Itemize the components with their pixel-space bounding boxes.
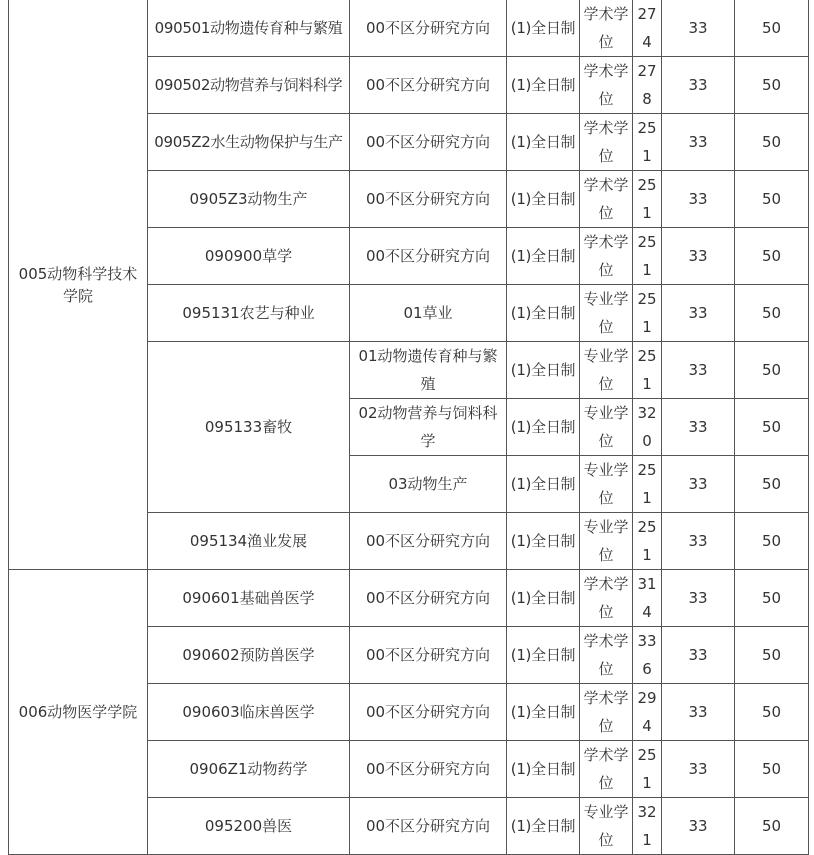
single-subject-score-cell: 33: [662, 570, 735, 627]
table-row: [9, 0, 809, 57]
single-subject-score-cell: 33: [662, 741, 735, 798]
total-score-cell: 278: [633, 57, 662, 114]
other-subject-score-cell: 50: [735, 798, 809, 855]
single-subject-score-cell: 33: [662, 399, 735, 456]
other-subject-score-cell: 50: [735, 0, 809, 57]
single-subject-score-cell: 33: [662, 171, 735, 228]
other-subject-score-cell: 50: [735, 114, 809, 171]
research-direction-cell: 00不区分研究方向: [350, 627, 507, 684]
research-direction-cell: 00不区分研究方向: [350, 570, 507, 627]
single-subject-score-cell: 33: [662, 627, 735, 684]
research-direction-cell: 00不区分研究方向: [350, 798, 507, 855]
total-score-cell: 251: [633, 114, 662, 171]
study-mode-cell: (1)全日制: [507, 0, 580, 57]
research-direction-cell: 00不区分研究方向: [350, 114, 507, 171]
degree-type-cell: 专业学位: [580, 285, 633, 342]
other-subject-score-cell: 50: [735, 57, 809, 114]
degree-type-cell: 学术学位: [580, 57, 633, 114]
major-cell: 090601基础兽医学: [148, 570, 350, 627]
major-cell: 0905Z2水生动物保护与生产: [148, 114, 350, 171]
other-subject-score-cell: 50: [735, 570, 809, 627]
study-mode-cell: (1)全日制: [507, 114, 580, 171]
total-score-cell: 251: [633, 513, 662, 570]
college-name-cell: 005动物科学技术学院: [9, 0, 148, 570]
total-score-cell: 321: [633, 798, 662, 855]
study-mode-cell: (1)全日制: [507, 741, 580, 798]
single-subject-score-cell: 33: [662, 513, 735, 570]
other-subject-score-cell: 50: [735, 399, 809, 456]
other-subject-score-cell: 50: [735, 228, 809, 285]
study-mode-cell: (1)全日制: [507, 684, 580, 741]
other-subject-score-cell: 50: [735, 513, 809, 570]
single-subject-score-cell: 33: [662, 228, 735, 285]
degree-type-cell: 学术学位: [580, 741, 633, 798]
study-mode-cell: (1)全日制: [507, 570, 580, 627]
total-score-cell: 251: [633, 228, 662, 285]
total-score-cell: 251: [633, 285, 662, 342]
other-subject-score-cell: 50: [735, 627, 809, 684]
study-mode-cell: (1)全日制: [507, 285, 580, 342]
other-subject-score-cell: 50: [735, 684, 809, 741]
major-cell: 090602预防兽医学: [148, 627, 350, 684]
study-mode-cell: (1)全日制: [507, 798, 580, 855]
research-direction-cell: 00不区分研究方向: [350, 57, 507, 114]
research-direction-cell: 01动物遗传育种与繁殖: [350, 342, 507, 399]
degree-type-cell: 学术学位: [580, 627, 633, 684]
total-score-cell: 251: [633, 171, 662, 228]
total-score-cell: 336: [633, 627, 662, 684]
research-direction-cell: 00不区分研究方向: [350, 513, 507, 570]
major-cell: 095200兽医: [148, 798, 350, 855]
degree-type-cell: 专业学位: [580, 798, 633, 855]
research-direction-cell: 00不区分研究方向: [350, 171, 507, 228]
major-cell: 090603临床兽医学: [148, 684, 350, 741]
major-cell: 0905Z3动物生产: [148, 171, 350, 228]
research-direction-cell: 02动物营养与饲料科学: [350, 399, 507, 456]
other-subject-score-cell: 50: [735, 456, 809, 513]
single-subject-score-cell: 33: [662, 456, 735, 513]
admission-score-table: [8, 0, 809, 855]
study-mode-cell: (1)全日制: [507, 57, 580, 114]
degree-type-cell: 专业学位: [580, 456, 633, 513]
single-subject-score-cell: 33: [662, 0, 735, 57]
major-cell: 095133畜牧: [148, 342, 350, 513]
other-subject-score-cell: 50: [735, 285, 809, 342]
degree-type-cell: 学术学位: [580, 171, 633, 228]
degree-type-cell: 专业学位: [580, 342, 633, 399]
study-mode-cell: (1)全日制: [507, 456, 580, 513]
major-cell: 095134渔业发展: [148, 513, 350, 570]
total-score-cell: 314: [633, 570, 662, 627]
degree-type-cell: 学术学位: [580, 684, 633, 741]
degree-type-cell: 学术学位: [580, 114, 633, 171]
college-name-cell: 006动物医学学院: [9, 570, 148, 855]
study-mode-cell: (1)全日制: [507, 228, 580, 285]
single-subject-score-cell: 33: [662, 57, 735, 114]
major-cell: 090502动物营养与饲料科学: [148, 57, 350, 114]
total-score-cell: 294: [633, 684, 662, 741]
major-cell: 095131农艺与种业: [148, 285, 350, 342]
major-cell: 090900草学: [148, 228, 350, 285]
study-mode-cell: (1)全日制: [507, 171, 580, 228]
degree-type-cell: 学术学位: [580, 570, 633, 627]
other-subject-score-cell: 50: [735, 342, 809, 399]
single-subject-score-cell: 33: [662, 285, 735, 342]
total-score-cell: 251: [633, 741, 662, 798]
major-cell: 0906Z1动物药学: [148, 741, 350, 798]
research-direction-cell: 00不区分研究方向: [350, 0, 507, 57]
study-mode-cell: (1)全日制: [507, 399, 580, 456]
total-score-cell: 320: [633, 399, 662, 456]
research-direction-cell: 00不区分研究方向: [350, 228, 507, 285]
degree-type-cell: 学术学位: [580, 228, 633, 285]
single-subject-score-cell: 33: [662, 798, 735, 855]
degree-type-cell: 专业学位: [580, 513, 633, 570]
research-direction-cell: 00不区分研究方向: [350, 741, 507, 798]
other-subject-score-cell: 50: [735, 741, 809, 798]
degree-type-cell: 学术学位: [580, 0, 633, 57]
study-mode-cell: (1)全日制: [507, 513, 580, 570]
research-direction-cell: 03动物生产: [350, 456, 507, 513]
single-subject-score-cell: 33: [662, 114, 735, 171]
table-body: [9, 0, 809, 855]
total-score-cell: 251: [633, 456, 662, 513]
study-mode-cell: (1)全日制: [507, 627, 580, 684]
major-cell: 090501动物遗传育种与繁殖: [148, 0, 350, 57]
research-direction-cell: 00不区分研究方向: [350, 684, 507, 741]
single-subject-score-cell: 33: [662, 684, 735, 741]
table-row: [9, 570, 809, 627]
study-mode-cell: (1)全日制: [507, 342, 580, 399]
total-score-cell: 274: [633, 0, 662, 57]
total-score-cell: 251: [633, 342, 662, 399]
single-subject-score-cell: 33: [662, 342, 735, 399]
other-subject-score-cell: 50: [735, 171, 809, 228]
research-direction-cell: 01草业: [350, 285, 507, 342]
degree-type-cell: 专业学位: [580, 399, 633, 456]
